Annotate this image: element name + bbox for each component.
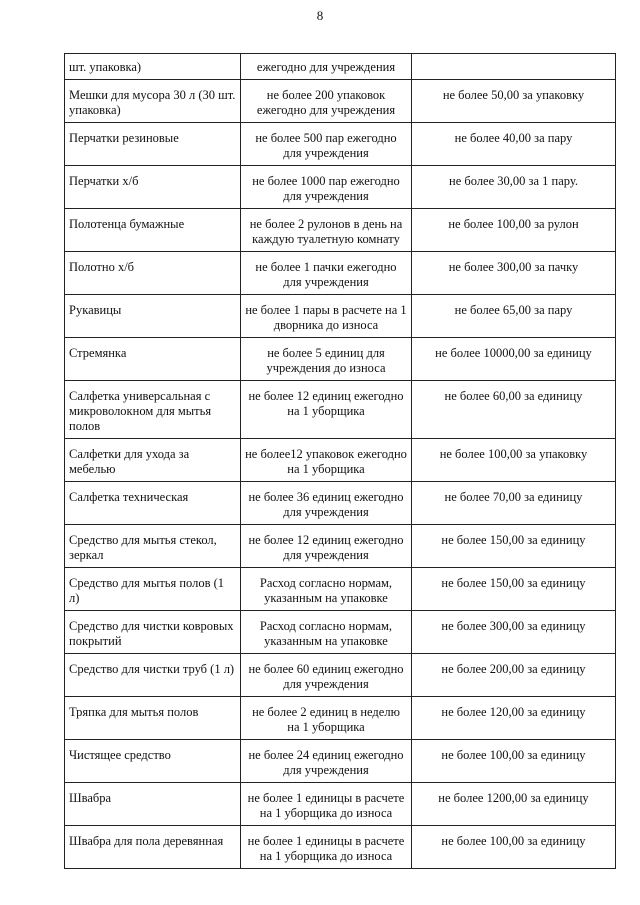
quantity-cell: не более 2 рулонов в день на каждую туалетную комнату [241,209,412,252]
price-cell: не более 30,00 за 1 пару. [412,166,616,209]
price-cell: не более 150,00 за единицу [412,525,616,568]
item-name-cell: Перчатки х/б [65,166,241,209]
table-row [65,568,616,611]
item-name-cell: Швабра для пола деревянная [65,826,241,869]
price-cell: не более 100,00 за единицу [412,826,616,869]
quantity-cell: не более 12 единиц ежегодно для учреждения [241,525,412,568]
quantity-cell: не более 1 пары в расчете на 1 дворника до износа [241,295,412,338]
price-cell: не более 150,00 за единицу [412,568,616,611]
page-number: 8 [316,8,324,23]
table-row [65,826,616,869]
supply-norms-table [64,53,616,869]
item-name-cell: Средство для чистки ковровых покрытий [65,611,241,654]
table-row [65,783,616,826]
price-cell: не более 100,00 за единицу [412,740,616,783]
quantity-cell: не более 12 единиц ежегодно на 1 уборщика [241,381,412,439]
item-name-cell: Салфетка универсальная с микроволокном для мытья полов [65,381,241,439]
table-row [65,123,616,166]
item-name-cell: Мешки для мусора 30 л (30 шт. упаковка) [65,80,241,123]
price-cell: не более 70,00 за единицу [412,482,616,525]
table-row [65,166,616,209]
table-row [65,482,616,525]
item-name-cell: Полотно х/б [65,252,241,295]
item-name-cell: Салфетка техническая [65,482,241,525]
price-cell [412,54,616,80]
quantity-cell: ежегодно для учреждения [241,54,412,80]
quantity-cell: не более 1 единицы в расчете на 1 уборщика до износа [241,783,412,826]
table-row [65,697,616,740]
price-cell: не более 200,00 за единицу [412,654,616,697]
table-row [65,381,616,439]
item-name-cell: Чистящее средство [65,740,241,783]
table-row [65,439,616,482]
item-name-cell: Швабра [65,783,241,826]
price-cell: не более 65,00 за пару [412,295,616,338]
price-cell: не более 60,00 за единицу [412,381,616,439]
price-cell: не более 300,00 за пачку [412,252,616,295]
item-name-cell: Средство для чистки труб (1 л) [65,654,241,697]
item-name-cell: Средство для мытья полов (1 л) [65,568,241,611]
table-row [65,295,616,338]
quantity-cell: не более 36 единиц ежегодно для учреждения [241,482,412,525]
table-row [65,252,616,295]
table-row [65,80,616,123]
quantity-cell: не более 1 пачки ежегодно для учреждения [241,252,412,295]
price-cell: не более 1200,00 за единицу [412,783,616,826]
quantity-cell: не более 2 единиц в неделю на 1 уборщика [241,697,412,740]
price-cell: не более 10000,00 за единицу [412,338,616,381]
quantity-cell: не более 1 единицы в расчете на 1 уборщика до износа [241,826,412,869]
item-name-cell: Средство для мытья стекол, зеркал [65,525,241,568]
quantity-cell: не более 5 единиц для учреждения до износа [241,338,412,381]
table-row [65,654,616,697]
quantity-cell: не более 1000 пар ежегодно для учреждения [241,166,412,209]
item-name-cell: Салфетки для ухода за мебелью [65,439,241,482]
table-row [65,209,616,252]
quantity-cell: не более 60 единиц ежегодно для учреждения [241,654,412,697]
table-row [65,525,616,568]
table-row [65,338,616,381]
table-row [65,611,616,654]
item-name-cell: Перчатки резиновые [65,123,241,166]
item-name-cell: Тряпка для мытья полов [65,697,241,740]
price-cell: не более 100,00 за упаковку [412,439,616,482]
item-name-cell: Полотенца бумажные [65,209,241,252]
price-cell: не более 40,00 за пару [412,123,616,166]
item-name-cell: Стремянка [65,338,241,381]
table-row [65,54,616,80]
quantity-cell: не более 24 единиц ежегодно для учреждения [241,740,412,783]
price-cell: не более 50,00 за упаковку [412,80,616,123]
table-row [65,740,616,783]
quantity-cell: не более 200 упаковок ежегодно для учреждения [241,80,412,123]
item-name-cell: Рукавицы [65,295,241,338]
quantity-cell: не более 500 пар ежегодно для учреждения [241,123,412,166]
price-cell: не более 300,00 за единицу [412,611,616,654]
quantity-cell: не более12 упаковок ежегодно на 1 уборщика [241,439,412,482]
price-cell: не более 100,00 за рулон [412,209,616,252]
price-cell: не более 120,00 за единицу [412,697,616,740]
quantity-cell: Расход согласно нормам, указанным на упаковке [241,568,412,611]
item-name-cell: шт. упаковка) [65,54,241,80]
quantity-cell: Расход согласно нормам, указанным на упаковке [241,611,412,654]
